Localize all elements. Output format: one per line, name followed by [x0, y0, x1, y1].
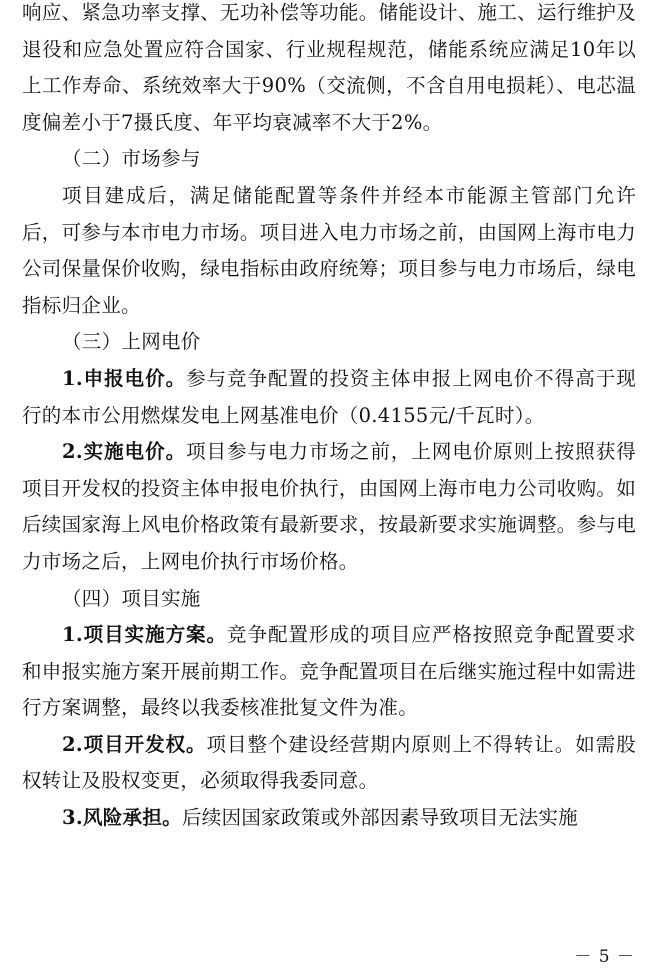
paragraph-text: 项目参与电力市场之前，上网电价原则上按照获得项目开发权的投资主体申报电价执行，由国网上海市电力公司收购。如后续国家海上风电价格政策有最新要求，按最新要求实施调整。参与电力市场之后，上网电价执行市场价格。	[22, 440, 636, 573]
paragraph-storage-requirements	[22, 0, 636, 141]
document-body	[22, 0, 636, 837]
paragraph-implementation-plan	[22, 617, 636, 727]
paragraph-text: 项目建成后，满足储能配置等条件并经本市能源主管部门允许后，可参与本市电力市场。项目进入电力市场之前，由国网上海市电力公司保量保价收购，绿电指标由政府统筹；项目参与电力市场后，绿电指标归企业。	[22, 183, 636, 317]
section-heading-project-implementation: （四）项目实施	[62, 586, 201, 610]
paragraph-lead: 1.申报电价。	[62, 366, 187, 390]
paragraph-text: 响应、紧急功率支撑、无功补偿等功能。储能设计、施工、运行维护及退役和应急处置应符合国家、行业规程规范，储能系统应满足10年以上工作寿命、系统效率大于90%（交流侧，不含自用电损耗）、电芯温度偏差小于7摄氏度、年平均衰减率不大于2%。	[22, 1, 636, 134]
paragraph-development-right	[22, 727, 636, 800]
paragraph-implemented-price	[22, 434, 636, 580]
paragraph-lead: 3.风险承担。	[62, 806, 182, 830]
paragraph-lead: 1.项目实施方案。	[62, 623, 228, 647]
section-heading-grid-price: （三）上网电价	[62, 330, 201, 354]
paragraph-text: 项目整个建设经营期内原则上不得转让。如需股权转让及股权变更，必须取得我委同意。	[22, 732, 636, 793]
paragraph-risk-bearing	[22, 800, 636, 837]
section-heading-market-participation: （二）市场参与	[62, 147, 201, 171]
paragraph-text: 竞争配置形成的项目应严格按照竞争配置要求和申报实施方案开展前期工作。竞争配置项目在后继实施过程中如需进行方案调整，最终以我委核准批复文件为准。	[22, 623, 636, 720]
paragraph-lead: 2.项目开发权。	[62, 732, 207, 756]
paragraph-market-participation	[22, 178, 636, 324]
paragraph-declared-price	[22, 361, 636, 434]
page-number: － 5 －	[574, 947, 635, 967]
paragraph-text: 参与竞争配置的投资主体申报上网电价不得高于现行的本市公用燃煤发电上网基准电价（0.4155元/千瓦时）。	[22, 366, 636, 427]
paragraph-text: 后续因国家政策或外部因素导致项目无法实施	[181, 806, 578, 830]
paragraph-lead: 2.实施电价。	[62, 440, 187, 464]
